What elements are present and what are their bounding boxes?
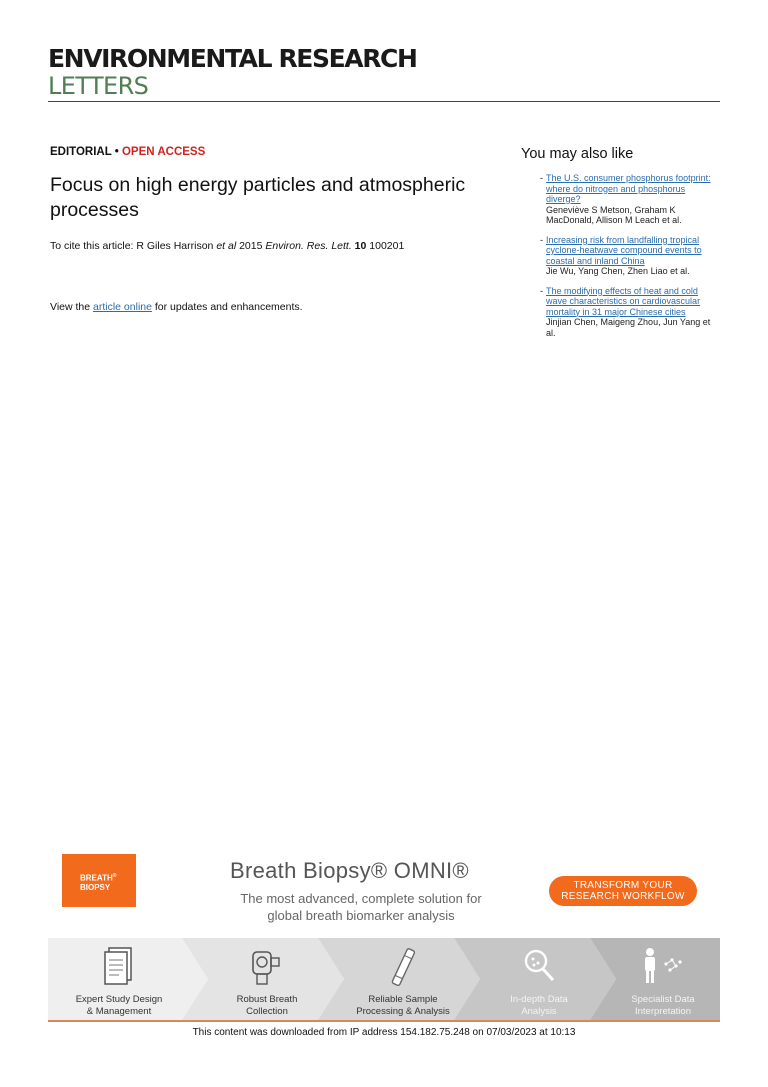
- logo-line1: BREATH: [80, 873, 113, 883]
- breath-device-icon: [247, 946, 287, 993]
- step-study-design: [48, 938, 190, 1020]
- cite-etal: et al: [216, 240, 237, 252]
- ad-subtitle-line1: The most advanced, complete solution for: [240, 891, 482, 906]
- kicker-separator: •: [111, 146, 122, 158]
- list-dash: -: [540, 173, 543, 183]
- cite-number: 100201: [366, 240, 405, 252]
- sample-tube-icon: [388, 946, 418, 995]
- step-label: Reliable Sample Processing & Analysis: [356, 994, 450, 1017]
- article-online-link[interactable]: article online: [93, 301, 152, 313]
- cite-prefix: To cite this article: R Giles Harrison: [50, 240, 217, 252]
- related-authors: Geneviève S Metson, Graham K MacDonald, Allison M Leach et al.: [546, 204, 682, 225]
- step-label: In-depth Data Analysis: [510, 994, 568, 1017]
- open-access-label: OPEN ACCESS: [121, 146, 206, 158]
- article-title: Focus on high energy particles and atmospheric processes: [50, 174, 466, 221]
- cite-year: 2015: [236, 240, 266, 252]
- related-heading: You may also like: [521, 146, 634, 162]
- cite-volume: 10: [354, 240, 367, 252]
- step-breath-collection: [198, 938, 336, 1020]
- journal-masthead: [48, 44, 720, 98]
- person-data-icon: [640, 946, 686, 993]
- advertisement-banner[interactable]: [48, 848, 720, 1022]
- logo-reg-mark: ®: [112, 873, 117, 879]
- breath-biopsy-logo: [62, 854, 136, 907]
- article-type: EDITORIAL: [50, 146, 112, 158]
- ad-subtitle-line2: global breath biomarker analysis: [267, 908, 455, 923]
- article-kicker: [50, 146, 205, 158]
- step-label: Expert Study Design & Management: [75, 994, 163, 1017]
- step-label: Robust Breath Collection: [236, 994, 298, 1017]
- related-link[interactable]: Increasing risk from landfalling tropical cyclone-heatwave compound events to coastal and inland China: [546, 234, 702, 266]
- related-link[interactable]: The modifying effects of heat and cold wave characteristics on cardiovascular mortality in 31 major Chinese cities: [546, 285, 701, 317]
- step-data-analysis: [470, 938, 608, 1020]
- cta-line1: TRANSFORM YOUR: [573, 880, 673, 891]
- journal-name-line2: LETTERS: [48, 72, 149, 100]
- masthead-divider: [48, 101, 720, 102]
- step-data-interpretation: [606, 938, 720, 1020]
- view-suffix: for updates and enhancements.: [151, 301, 303, 313]
- view-prefix: View the: [50, 301, 93, 313]
- related-item: [540, 235, 718, 277]
- journal-name-line1: ENVIRONMENTAL RESEARCH: [48, 44, 417, 73]
- related-item: [540, 173, 718, 226]
- cta-line2: RESEARCH WORKFLOW: [561, 891, 685, 902]
- magnifier-icon: [521, 946, 557, 993]
- workflow-steps: [48, 938, 720, 1020]
- citation-line: [50, 240, 404, 252]
- ad-title: Breath Biopsy® OMNI®: [230, 858, 469, 883]
- related-item: [540, 286, 718, 339]
- related-authors: Jinjian Chen, Maigeng Zhou, Jun Yang et al.: [546, 317, 711, 338]
- step-label: Specialist Data Interpretation: [631, 994, 695, 1017]
- related-authors: Jie Wu, Yang Chen, Zhen Liao et al.: [546, 266, 690, 276]
- logo-line2: BIOPSY: [80, 882, 111, 892]
- download-footer: This content was downloaded from IP address 154.182.75.248 on 07/03/2023 at 10:13: [192, 1027, 576, 1038]
- document-icon: [102, 946, 136, 993]
- list-dash: -: [540, 285, 543, 296]
- list-dash: -: [540, 234, 543, 245]
- related-link[interactable]: The U.S. consumer phosphorus footprint: where do nitrogen and phosphorus diverge?: [546, 173, 711, 204]
- view-online-line: [50, 301, 303, 313]
- related-list: [540, 173, 718, 347]
- transform-workflow-button[interactable]: [549, 876, 697, 906]
- ad-bottom-rule: [48, 1020, 720, 1022]
- ad-subtitle: [216, 890, 506, 924]
- step-sample-processing: [334, 938, 472, 1020]
- cite-journal: Environ. Res. Lett.: [265, 240, 352, 252]
